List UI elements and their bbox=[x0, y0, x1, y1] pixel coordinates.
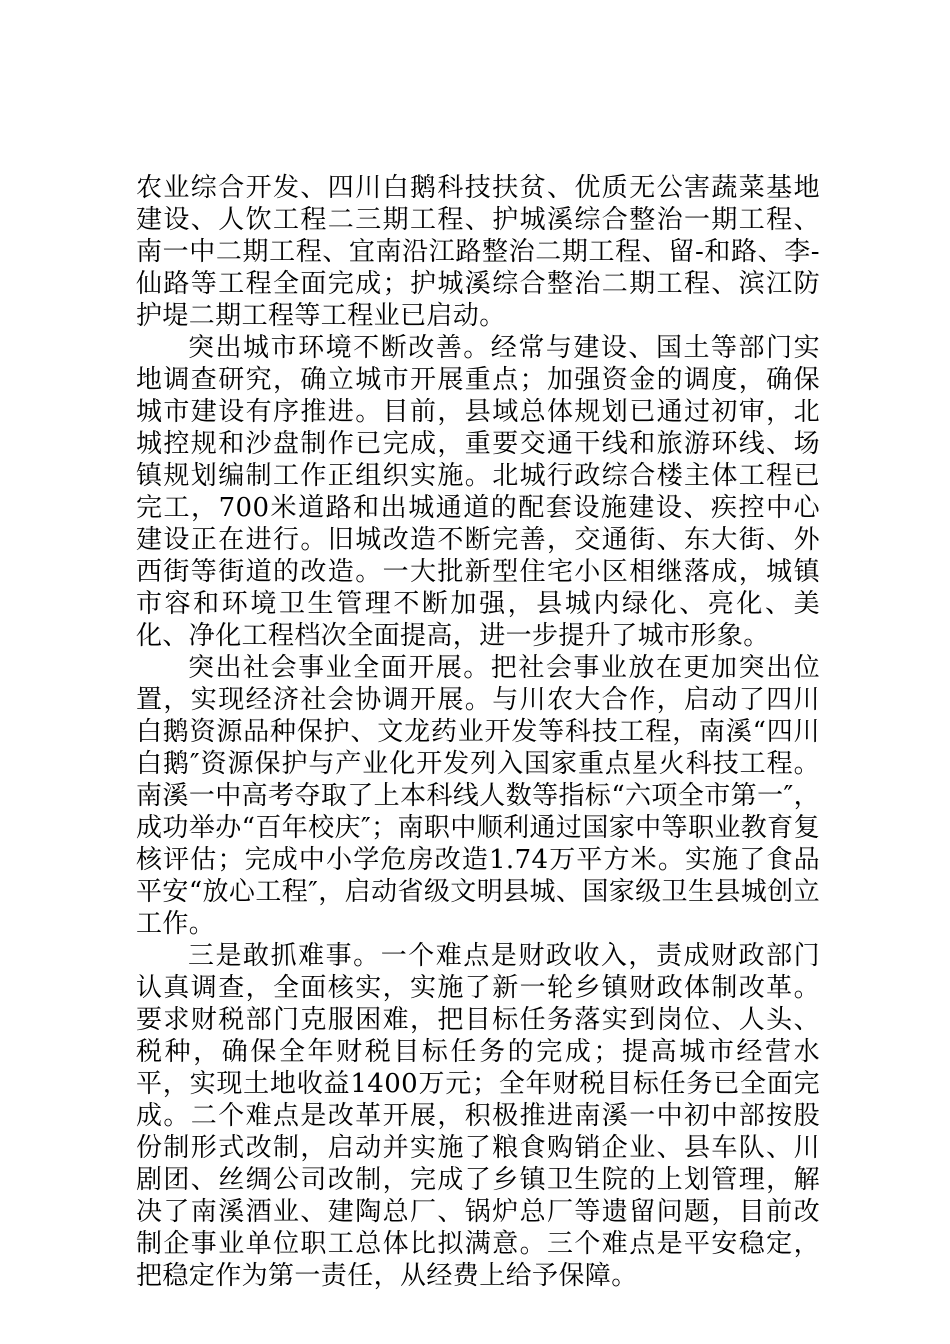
paragraph-city-environment: 突出城市环境不断改善。经常与建设、国土等部门实地调查研究，确立城市开展重点；加强资金的调度，确保城市建设有序推进。目前，县域总体规划已通过初审，北城控规和沙盘制作已完成，重要交通干线和旅游环线、场镇规划编制工作正组织实施。北城行政综合楼主体工程已完工，700米道路和出城通道的配套设施建设、疾控中心建设正在进行。旧城改造不断完善，交通街、东大街、外西街等街道的改造。一大批新型住宅小区相继落成，城镇市容和环境卫生管理不断加强，县城内绿化、亮化、美化、净化工程档次全面提高，进一步提升了城市形象。 bbox=[136, 333, 820, 651]
paragraph-difficult-tasks: 三是敢抓难事。一个难点是财政收入，责成财政部门认真调查，全面核实，实施了新一轮乡镇财政体制改革。要求财税部门克服困难，把目标任务落实到岗位、人头、税种，确保全年财税目标任务的完成；提高城市经营水平，实现土地收益1400万元；全年财税目标任务已全面完成。二个难点是改革开展，积极推进南溪一中初中部按股份制形式改制，启动并实施了粮食购销企业、县车队、川剧团、丝绸公司改制，完成了乡镇卫生院的上划管理，解决了南溪酒业、建陶总厂、锅炉总厂等遗留问题，目前改制企事业单位职工总体比拟满意。三个难点是平安稳定，把稳定作为第一责任，从经费上给予保障。 bbox=[136, 941, 820, 1291]
paragraph-social-undertakings: 突出社会事业全面开展。把社会事业放在更加突出位置，实现经济社会协调开展。与川农大合作，启动了四川白鹅资源品种保护、文龙药业开发等科技工程，南溪“四川白鹅″资源保护与产业化开发列入国家重点星火科技工程。南溪一中高考夺取了上本科线人数等指标“六项全市第一″，成功举办“百年校庆″；南职中顺利通过国家中等职业教育复核评估；完成中小学危房改造1.74万平方米。实施了食品平安“放心工程″，启动省级文明县城、国家级卫生县城创立工作。 bbox=[136, 653, 820, 939]
paragraph-continuation: 农业综合开发、四川白鹅科技扶贫、优质无公害蔬菜基地建设、人饮工程二三期工程、护城溪综合整治一期工程、南一中二期工程、宜南沿江路整治二期工程、留-和路、李-仙路等工程全面完成；护城溪综合整治二期工程、滨江防护堤二期工程等工程业已启动。 bbox=[136, 173, 820, 331]
